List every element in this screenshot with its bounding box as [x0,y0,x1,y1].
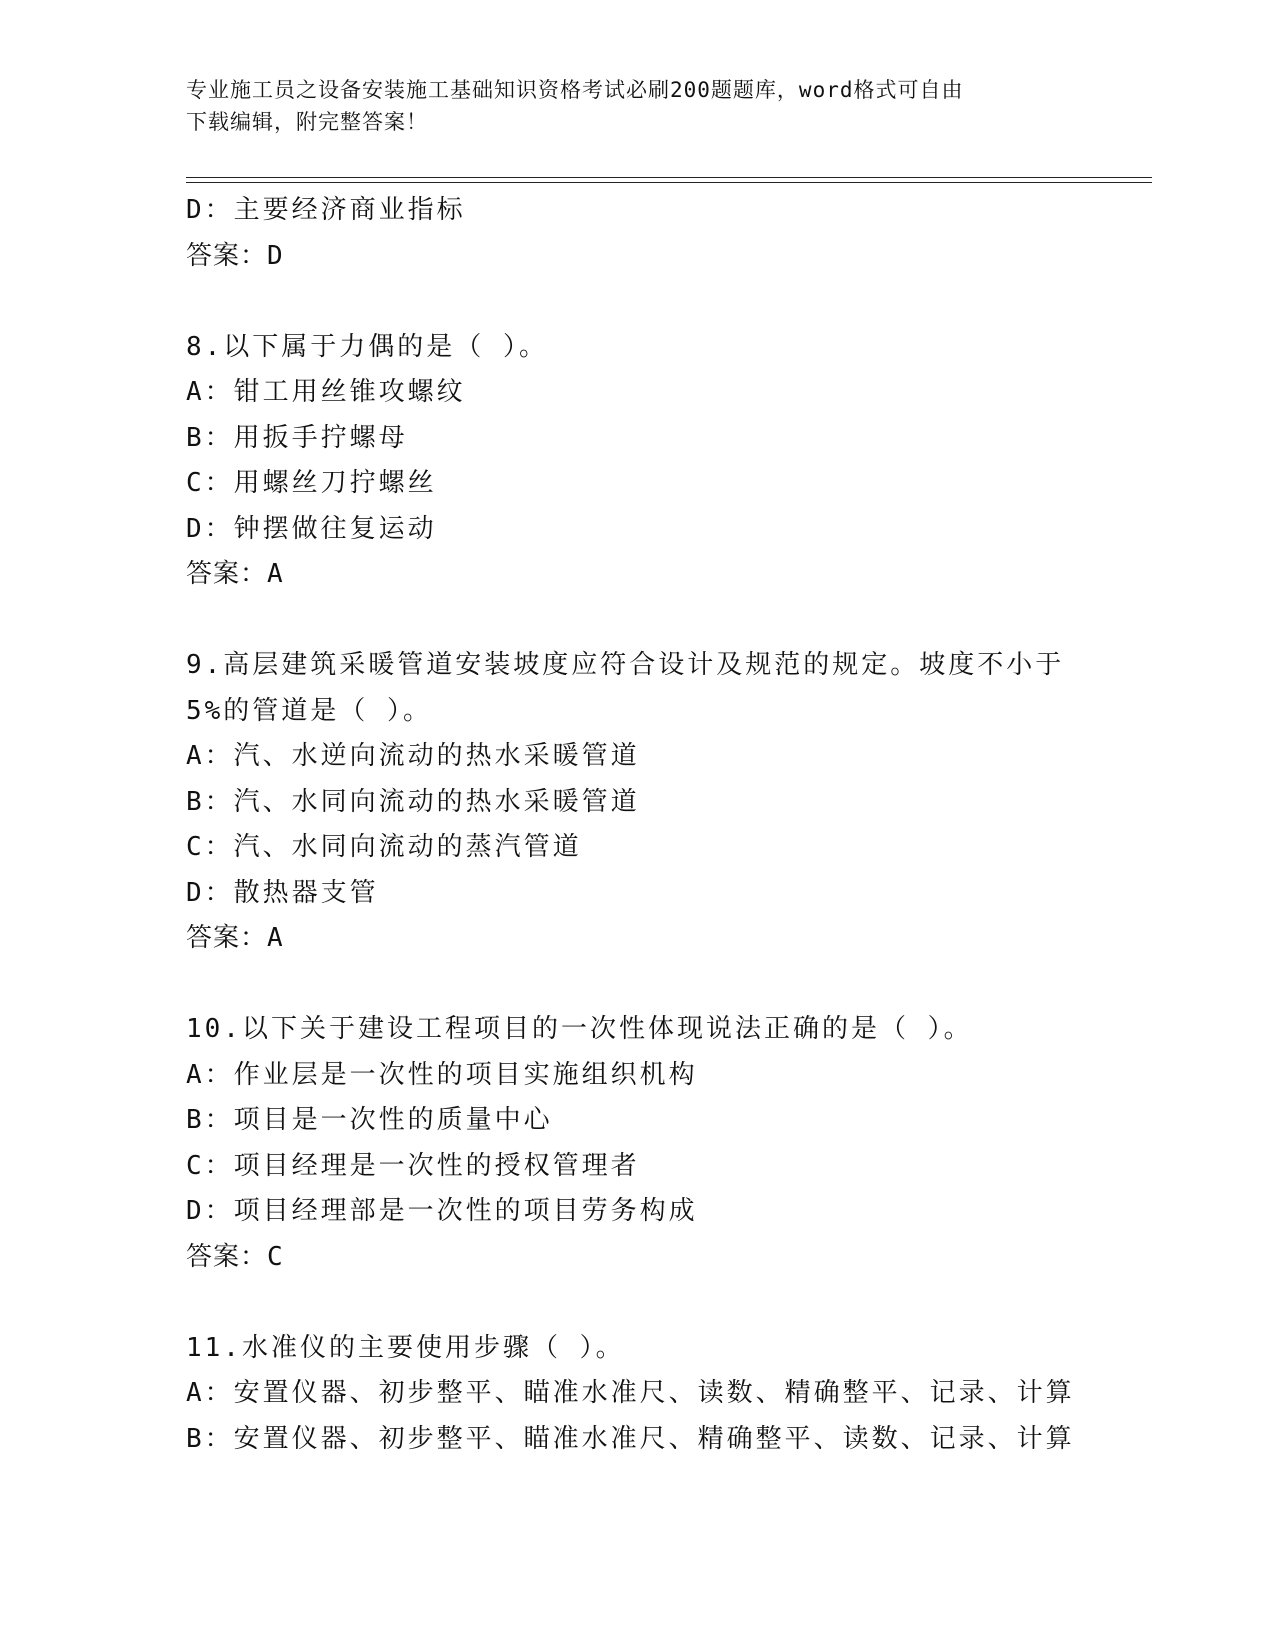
option-d: D：钟摆做往复运动 [186,513,437,544]
answer-value: A [267,923,283,953]
option-c: C：汽、水同向流动的蒸汽管道 [186,832,582,862]
header-line-2: 下载编辑，附完整答案！ [186,110,428,134]
option-d: D：主要经济商业指标 [186,195,466,225]
header-line-1: 专业施工员之设备安装施工基础知识资格考试必刷200题题库，word格式可自由 [186,78,964,102]
option-d: D：项目经理部是一次性的项目劳务构成 [186,1196,698,1226]
answer-line [186,234,1126,280]
spacer [186,279,1126,325]
option-c: C：用螺丝刀拧螺丝 [186,468,437,498]
question-stem-line-1: 9.高层建筑采暖管道安装坡度应符合设计及规范的规定。坡度不小于 [186,650,1065,680]
option-b: B：项目是一次性的质量中心 [186,1105,553,1135]
spacer [186,1280,1126,1326]
answer-line [186,1235,1126,1281]
spacer [186,598,1126,644]
spacer [186,962,1126,1008]
question-block-9 [186,643,1126,962]
answer-value: D [267,240,283,271]
question-stem: 10.以下关于建设工程项目的一次性体现说法正确的是（ ）。 [186,1014,973,1044]
question-list [186,188,1126,1462]
header-divider-top [186,177,1152,178]
option-b: B：安置仪器、初步整平、瞄准水准尺、精确整平、读数、记录、计算 [186,1423,1075,1454]
option-b: B：用扳手拧螺母 [186,422,408,453]
question-block-8 [186,325,1126,598]
answer-value: C [267,1241,283,1272]
answer-label: 答案： [186,1241,268,1272]
answer-label: 答案： [186,240,268,271]
header-divider-bottom [186,182,1152,183]
question-stem-line-2: 5%的管道是（ ）。 [186,695,432,726]
option-c: C：项目经理是一次性的授权管理者 [186,1150,640,1181]
option-b: B：汽、水同向流动的热水采暖管道 [186,786,640,817]
question-stem: 11.水准仪的主要使用步骤（ ）。 [186,1332,625,1363]
option-a: A：汽、水逆向流动的热水采暖管道 [186,741,640,771]
answer-label: 答案： [186,923,268,953]
answer-line [186,552,1126,598]
option-a: A：安置仪器、初步整平、瞄准水准尺、读数、精确整平、记录、计算 [186,1378,1075,1408]
answer-label: 答案： [186,559,268,589]
question-block-11 [186,1326,1126,1463]
option-a: A：钳工用丝锥攻螺纹 [186,377,466,407]
question-block-prev [186,188,1126,279]
document-header [186,74,1066,138]
answer-value: A [267,559,283,589]
option-a: A：作业层是一次性的项目实施组织机构 [186,1059,698,1090]
question-stem: 8.以下属于力偶的是（ ）。 [186,331,548,362]
question-block-10 [186,1007,1126,1280]
answer-line [186,916,1126,962]
option-d: D：散热器支管 [186,877,379,908]
